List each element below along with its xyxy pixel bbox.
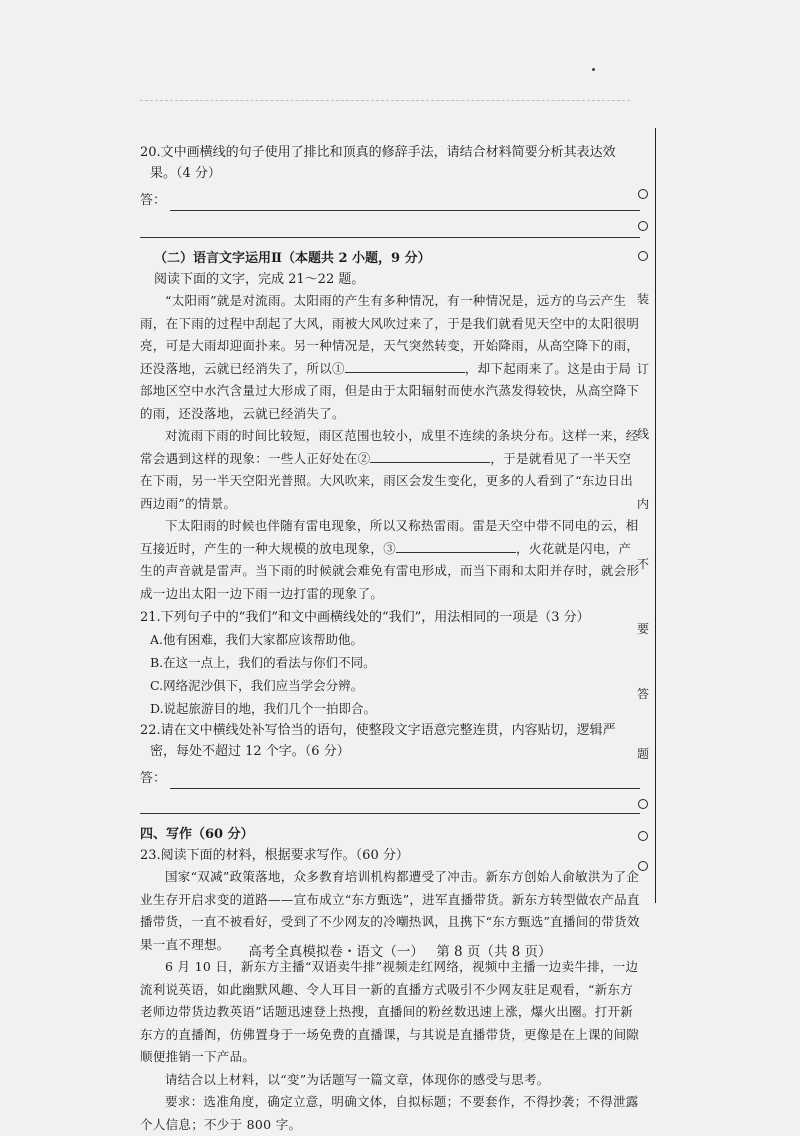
answer-line[interactable] bbox=[140, 795, 640, 814]
speck bbox=[592, 68, 595, 71]
binding-char: 内 bbox=[636, 497, 649, 511]
answer-line[interactable] bbox=[170, 776, 640, 789]
question-21-options bbox=[140, 628, 640, 720]
blank-2[interactable] bbox=[370, 450, 490, 463]
answer-line[interactable] bbox=[140, 219, 640, 238]
answer-row-20 bbox=[140, 190, 640, 211]
binding-margin bbox=[629, 140, 657, 900]
option-d[interactable]: D.说起旅游目的地，我们几个一拍即合。 bbox=[150, 701, 377, 716]
binding-circle bbox=[629, 220, 657, 234]
reading-passage bbox=[140, 290, 640, 605]
blank-3[interactable] bbox=[396, 540, 516, 553]
binding-char: 答 bbox=[636, 687, 649, 701]
answer-label: 答： bbox=[140, 193, 167, 208]
binding-circle bbox=[629, 188, 657, 202]
option-a[interactable]: A.他有困难，我们大家都应该帮助他。 bbox=[150, 632, 364, 647]
section-title: 四、写作（60 分） bbox=[140, 827, 254, 842]
page-content bbox=[140, 142, 640, 1136]
section-instruction: 阅读下面的文字，完成 21～22 题。 bbox=[154, 272, 365, 287]
footer-title: 高考全真模拟卷・语文（一） bbox=[248, 944, 424, 960]
passage-paragraph: 对流雨下雨的时间比较短，雨区范围也较小，成里不连续的条块分布。这样一来，经常会遇到这样的现象：一些人正好处在② ，于是就看见了一半天空在下雨，另一半天空阳光普照。大风吹来，雨区会发生变化，更多的人看到了“东边日出西边雨”的情景。 bbox=[140, 428, 639, 511]
binding-circle bbox=[629, 830, 657, 844]
binding-char: 题 bbox=[636, 747, 649, 761]
binding-circle bbox=[629, 860, 657, 874]
binding-char: 要 bbox=[636, 622, 649, 636]
material-paragraph: 国家“双减”政策落地，众多教育培训机构都遭受了冲击。新东方创始人俞敏洪为了企业生存开启求变的道路——宣布成立“东方甄选”，进军直播带货。新东方转型做农产品直播带货，一直不被看好，受到了不少网友的冷嘲热讽，且携下“东方甄选”直播间的带货效果一直不理想。 bbox=[140, 869, 640, 952]
binding-char: 装 bbox=[636, 292, 649, 306]
writing-prompt: 请结合以上材料，以“变”为话题写一篇文章，体现你的感受与思考。 bbox=[165, 1071, 550, 1087]
question-23: 23.阅读下面的材料，根据要求写作。（60 分） bbox=[140, 848, 409, 863]
option-b[interactable]: B.在这一点上，我们的看法与你们不同。 bbox=[150, 655, 376, 670]
page-footer bbox=[0, 940, 800, 960]
footer-page-number: 第 8 页（共 8 页） bbox=[436, 944, 552, 960]
question-20: 20.文中画横线的句子使用了排比和顶真的修辞手法，请结合材料简要分析其表达效果。（4 分） bbox=[140, 145, 616, 181]
answer-row-22 bbox=[140, 768, 640, 789]
binding-char: 线 bbox=[636, 427, 649, 441]
binding-circle bbox=[629, 250, 657, 264]
section-title: （二）语言文字运用Ⅱ（本题共 2 小题，9 分） bbox=[154, 251, 431, 266]
passage-paragraph: 下太阳雨的时候也伴随有雷电现象，所以又称热雷雨。雷是天空中带不同电的云，相互接近时，产生的一种大规模的放电现象，③ ，火花就是闪电，产生的声音就是雷声。当下雨的时候就会难免有雷电形成，而当下雨和太阳并存时，就会形成一边出太阳一边下雨一边打雷的现象了。 bbox=[140, 518, 640, 601]
blank-1[interactable] bbox=[345, 360, 465, 373]
binding-char: 不 bbox=[636, 557, 649, 571]
writing-material bbox=[140, 866, 640, 1136]
passage-paragraph: “太阳雨”就是对流雨。太阳雨的产生有多种情况，有一种情况是，远方的乌云产生雨，在下雨的过程中刮起了大风，雨被大风吹过来了，于是我们就看见天空中的太阳很明亮，可是大雨却迎面扑来。另一种情况是，天气突然转变，开始降雨，从高空降下的雨，还没落地，云就已经消失了，所以① ，却下起雨来了。这是由于局部地区空中水汽含量过大形成了雨，但是由于太阳辐射而使水汽蒸发得较快，从高空降下的雨，还没落地，云就已经消失了。 bbox=[140, 293, 640, 421]
question-21: 21.下列句子中的“我们”和文中画横线处的“我们”，用法相同的一项是（3 分） bbox=[140, 610, 590, 625]
top-rule bbox=[140, 100, 630, 101]
writing-requirements: 要求：选准角度，确定立意，明确文体，自拟标题；不要套作，不得抄袭；不得泄露个人信息；不少于 800 字。 bbox=[140, 1094, 639, 1132]
material-paragraph: 6 月 10 日，新东方主播“双语卖牛排”视频走红网络，视频中主播一边卖牛排，一边流利说英语，如此幽默风趣、令人耳目一新的直播方式吸引不少网友驻足观看，“新东方老师边带货边教英语”话题迅速登上热搜，直播间的粉丝数迅速上涨，爆火出圈。打开新东方的直播间，仿佛置身于一场免费的直播课，与其说是直播带货，更像是在上课的间隙顺便推销一下产品。 bbox=[140, 959, 640, 1064]
question-22: 22.请在文中横线处补写恰当的语句，使整段文字语意完整连贯，内容贴切，逻辑严密，每处不超过 12 个字。（6 分） bbox=[140, 723, 616, 759]
binding-char: 订 bbox=[636, 362, 649, 376]
option-c[interactable]: C.网络泥沙俱下，我们应当学会分辨。 bbox=[150, 678, 364, 693]
answer-line[interactable] bbox=[170, 198, 640, 211]
answer-label: 答： bbox=[140, 771, 167, 786]
binding-circle bbox=[629, 798, 657, 812]
